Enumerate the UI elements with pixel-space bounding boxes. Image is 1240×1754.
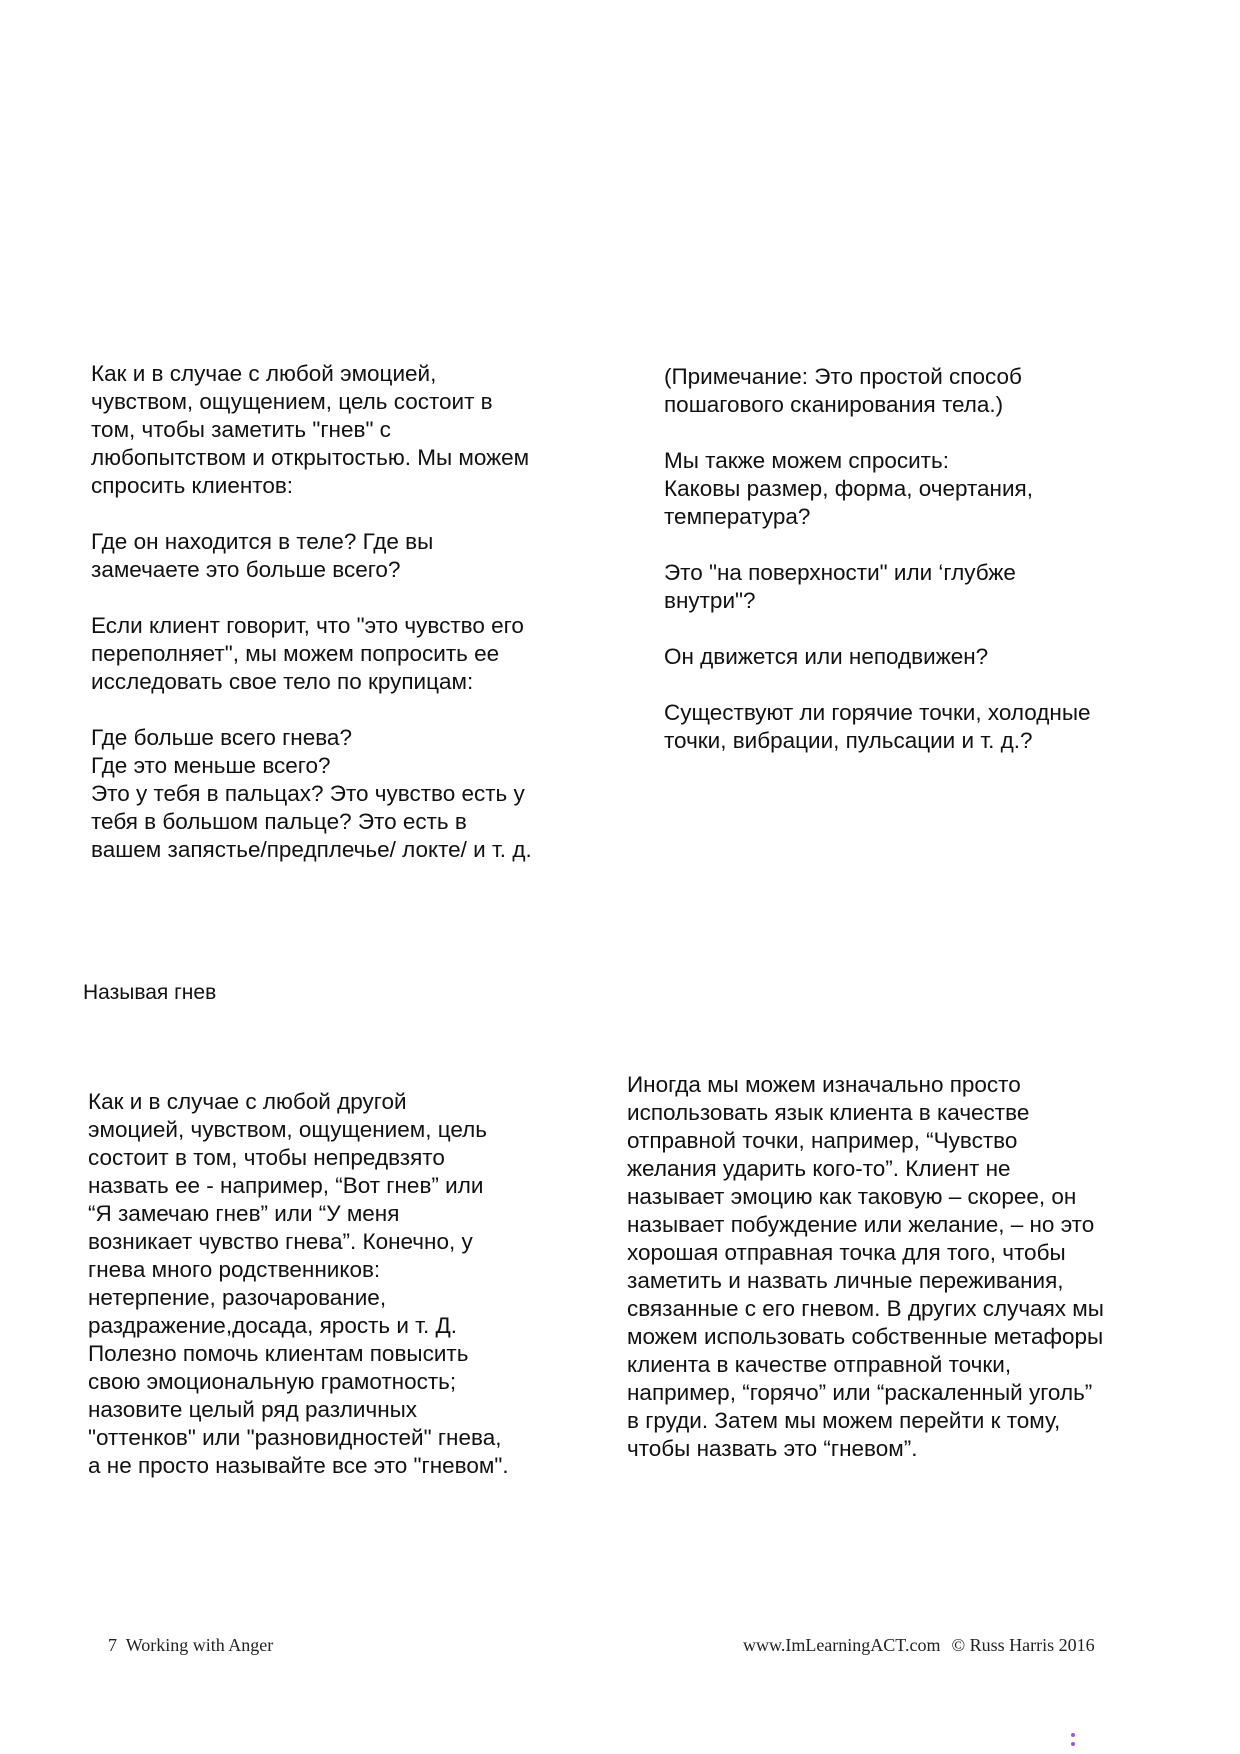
bottom-left-text-block	[88, 1088, 608, 1480]
top-right-text-block	[664, 363, 1184, 755]
paragraph: Если клиент говорит, что "это чувство его переполняет", мы можем попросить ее исследовать свое тело по крупицам:	[91, 613, 524, 694]
paragraph: Где больше всего гнева? Где это меньше всего? Это у тебя в пальцах? Это чувство есть у тебя в большом пальце? Это есть в вашем запястье/предплечье/ локте/ и т. д.	[91, 725, 532, 862]
top-left-text-block	[91, 360, 611, 864]
document-title: Working with Anger	[125, 1635, 274, 1655]
paragraph: Существуют ли горячие точки, холодные точки, вибрации, пульсации и т. д.?	[664, 700, 1091, 753]
page-marker-dots	[1071, 1733, 1075, 1747]
paragraph: Как и в случае с любой эмоцией, чувством, ощущением, цель состоит в том, чтобы заметить "гнев" с любопытством и открытостью. Мы можем спросить клиентов:	[91, 361, 530, 498]
bottom-right-text-block	[627, 1071, 1187, 1463]
paragraph: Мы также можем спросить: Каковы размер, форма, очертания, температура?	[664, 448, 1033, 529]
section-heading: Называя гнев	[83, 981, 217, 1004]
paragraph: Он движется или неподвижен?	[664, 644, 989, 669]
page-number: 7	[108, 1635, 117, 1655]
footer-right	[743, 1633, 1095, 1657]
paragraph: Это "на поверхности" или ‘глубже внутри"?	[664, 560, 1016, 613]
paragraph: (Примечание: Это простой способ пошагового сканирования тела.)	[664, 364, 1022, 417]
paragraph: Где он находится в теле? Где вы замечаете это больше всего?	[91, 529, 434, 582]
paragraph: Как и в случае с любой другой эмоцией, чувством, ощущением, цель состоит в том, чтобы непредвзято назвать ее - например, “Вот гнев” или “Я замечаю гнев” или “У меня возникает чувство гнева”. Конечно, у гнева много родственников: нетерпение, разочарование, раздражение,досада, ярость и т. Д. Полезно помочь клиентам повысить свою эмоциональную грамотность; назовите целый ряд различных "оттенков" или "разновидностей" гнева, а не просто называйте все это "гневом".	[88, 1089, 509, 1478]
copyright-notice: © Russ Harris 2016	[951, 1635, 1095, 1655]
website-link[interactable]: www.ImLearningACT.com	[743, 1635, 941, 1655]
footer-left	[108, 1633, 273, 1657]
paragraph: Иногда мы можем изначально просто использовать язык клиента в качестве отправной точки, например, “Чувство желания ударить кого-то”. Клиент не называет эмоцию как таковую – скорее, он называет побуждение или желание, – но это хорошая отправная точка для того, чтобы заметить и назвать личные переживания, связанные с его гневом. В других случаях мы можем использовать собственные метафоры клиента в качестве отправной точки, например, “горячо” или “раскаленный уголь” в груди. Затем мы можем перейти к тому, чтобы назвать это “гневом”.	[627, 1072, 1104, 1461]
